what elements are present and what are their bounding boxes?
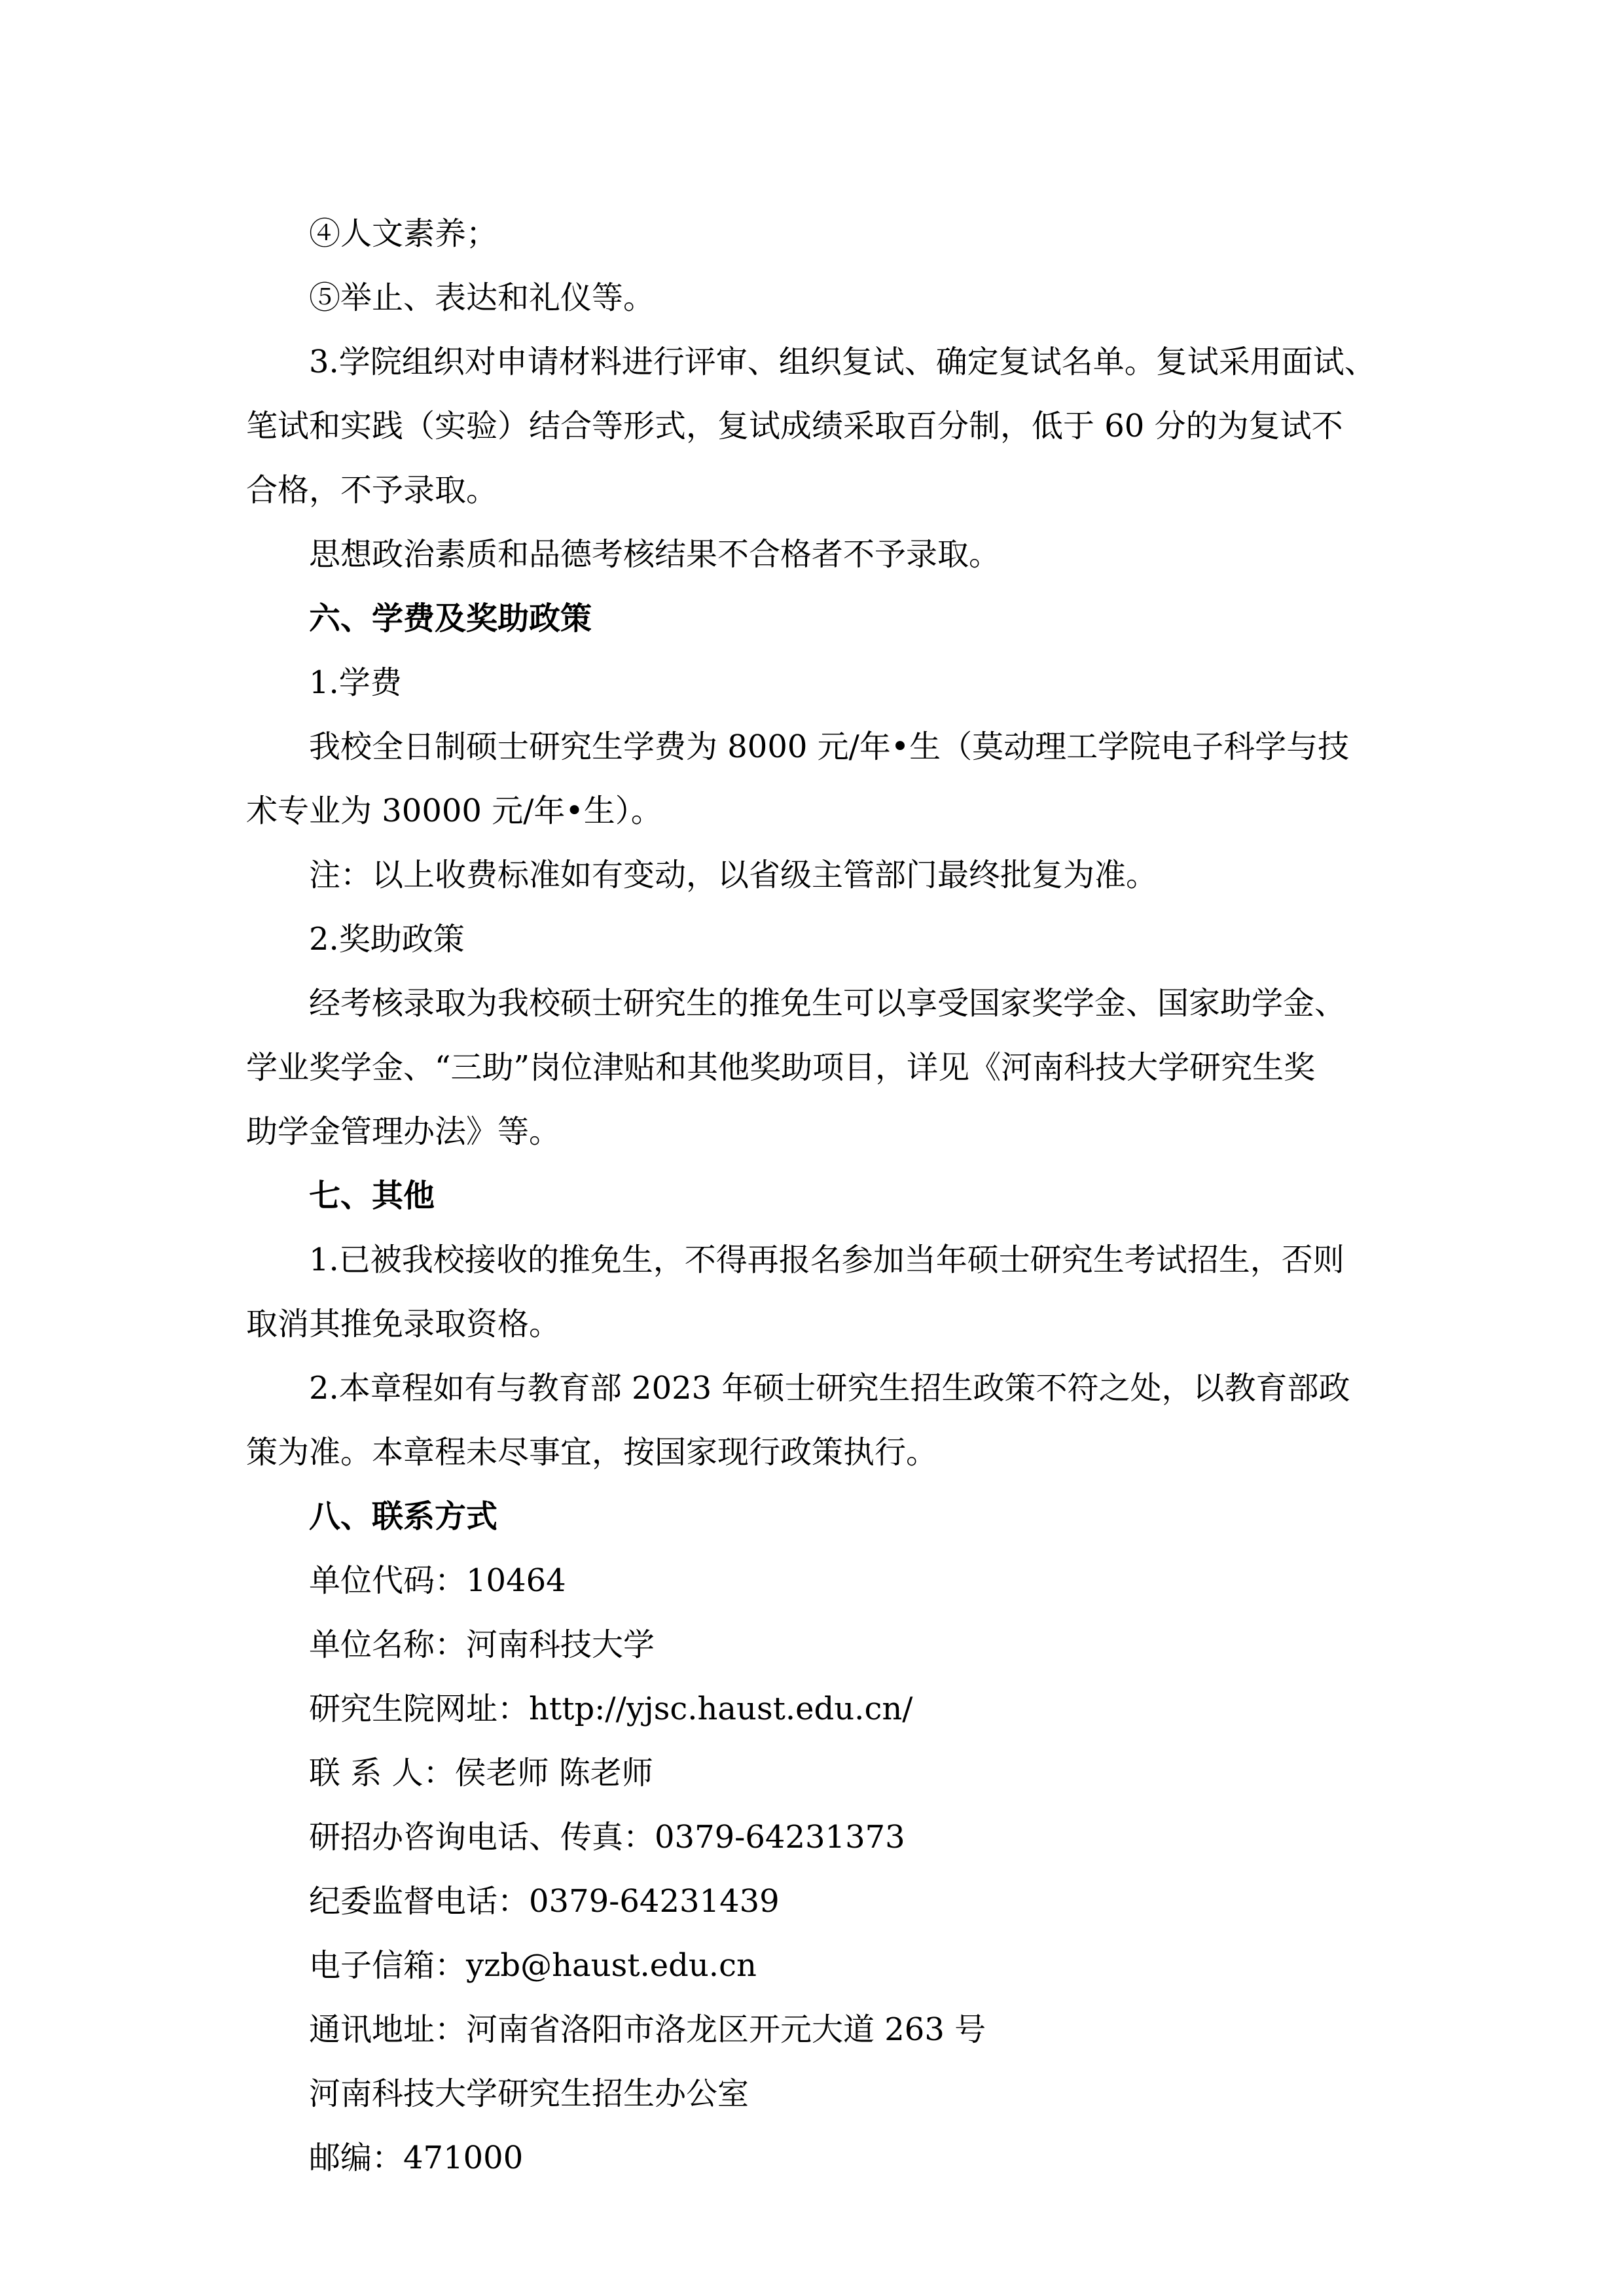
contact-email: 电子信箱：yzb@haust.edu.cn [309,1947,757,1984]
paragraph-other-2-line-2: 策为准。本章程未尽事宜，按国家现行政策执行。 [246,1434,938,1471]
contact-phone-fax: 研招办咨询电话、传真：0379-64231373 [309,1819,905,1856]
paragraph-tuition-note: 注：以上收费标准如有变动，以省级主管部门最终批复为准。 [309,857,1158,893]
contact-unit-name: 单位名称：河南科技大学 [309,1626,655,1663]
list-item-humanities: ④人文素养； [309,215,498,252]
paragraph-scholarship-line-3: 助学金管理办法》等。 [246,1113,561,1150]
paragraph-scholarship-line-2: 学业奖学金、“三助”岗位津贴和其他奖助项目，详见《河南科技大学研究生奖 [246,1049,1316,1086]
paragraph-scholarship-line-1: 经考核录取为我校硕士研究生的推免生可以享受国家奖学金、国家助学金、 [309,985,1346,1022]
contact-unit-code: 单位代码：10464 [309,1562,566,1599]
paragraph-review-line-3: 合格，不予录取。 [246,472,498,509]
list-item-manners: ⑤举止、表达和礼仪等。 [309,279,655,316]
paragraph-other-2-line-1: 2.本章程如有与教育部 2023 年硕士研究生招生政策不符之处，以教育部政 [309,1370,1350,1407]
paragraph-political-check: 思想政治素质和品德考核结果不合格者不予录取。 [309,536,1001,573]
paragraph-other-1-line-2: 取消其推免录取资格。 [246,1306,561,1342]
section-heading-tuition: 六、学费及奖助政策 [309,600,592,637]
paragraph-tuition-line-1: 我校全日制硕士研究生学费为 8000 元/年•生（莫动理工学院电子科学与技 [309,728,1350,765]
contact-address: 通讯地址：河南省洛阳市洛龙区开元大道 263 号 [309,2011,986,2048]
subheading-tuition: 1.学费 [309,664,402,701]
paragraph-other-1-line-1: 1.已被我校接收的推免生，不得再报名参加当年硕士研究生考试招生，否则 [309,1242,1344,1278]
contact-person: 联 系 人：侯老师 陈老师 [309,1755,653,1791]
paragraph-tuition-line-2: 术专业为 30000 元/年•生）。 [246,793,662,829]
subheading-scholarship: 2.奖助政策 [309,921,465,958]
document-body [246,202,1388,2190]
section-heading-other: 七、其他 [309,1177,435,1214]
paragraph-review-line-1: 3.学院组织对申请材料进行评审、组织复试、确定复试名单。复试采用面试、 [309,344,1376,380]
contact-postcode: 邮编：471000 [309,2140,524,2176]
paragraph-review-line-2: 笔试和实践（实验）结合等形式，复试成绩采取百分制，低于 60 分的为复试不 [246,408,1343,444]
section-heading-contact: 八、联系方式 [309,1498,498,1535]
contact-office: 河南科技大学研究生招生办公室 [309,2075,749,2112]
contact-supervision-phone: 纪委监督电话：0379-64231439 [309,1883,780,1920]
contact-website: 研究生院网址：http://yjsc.haust.edu.cn/ [309,1691,913,1727]
